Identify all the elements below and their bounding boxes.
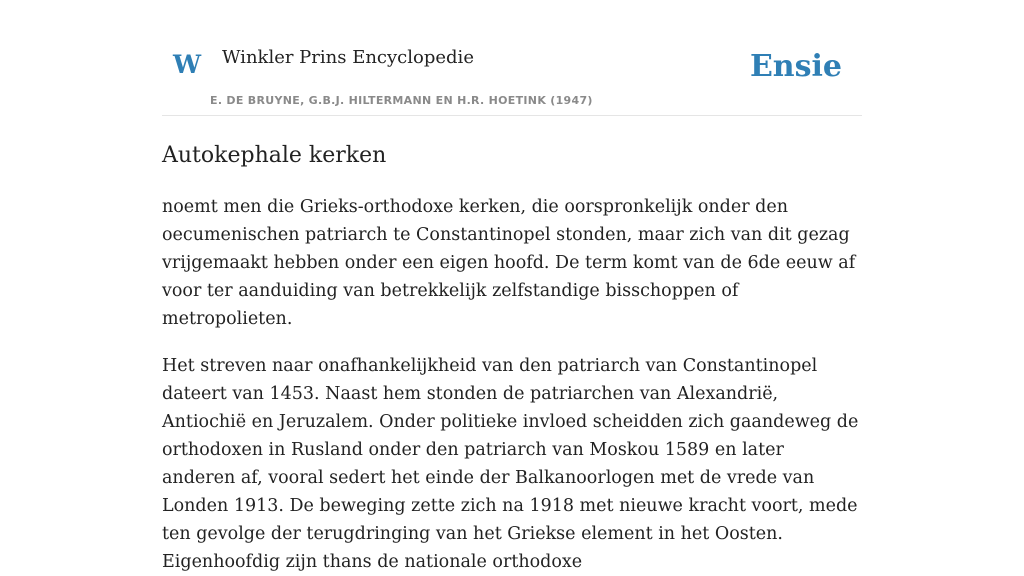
article-paragraph: noemt men die Grieks-orthodoxe kerken, die oorspronkelijk onder den oecumenischen patriarch te Constantinopel stonden, maar zich van dit gezag vrijgemaakt hebben onder een eigen hoofd. De term komt van de 6de eeuw af voor ter aanduiding van betrekkelijk zelfstandige bisschoppen of metropolieten.: [162, 196, 856, 329]
winkler-prins-logo[interactable]: W: [173, 50, 202, 79]
ensie-logo[interactable]: Ensie: [749, 49, 842, 84]
article-title: Autokephale kerken: [162, 143, 387, 168]
publication-title[interactable]: Winkler Prins Encyclopedie: [222, 47, 474, 68]
page: [162, 0, 862, 572]
article-paragraph: Het streven naar onafhankelijkheid van den patriarch van Constantinopel dateert van 1453. Naast hem stonden de patriarchen van Alexandrië, Antiochië en Jeruzalem. Onder politieke invloed scheidden zich gaandeweg de orthodoxen in Rusland onder den patriarch van Moskou 1589 en later anderen af, vooral sedert het einde der Balkanoorlogen met de vrede van Londen 1913. De beweging zette zich na 1918 met nieuwe kracht voort, mede ten gevolge der terugdringing van het Griekse element in het Oosten. Eigenhoofdig zijn thans de nationale orthodoxe: [162, 355, 859, 572]
publication-authors: E. DE BRUYNE, G.B.J. HILTERMANN EN H.R. HOETINK (1947): [210, 94, 593, 107]
site-header: [162, 0, 862, 116]
article: [162, 142, 862, 576]
